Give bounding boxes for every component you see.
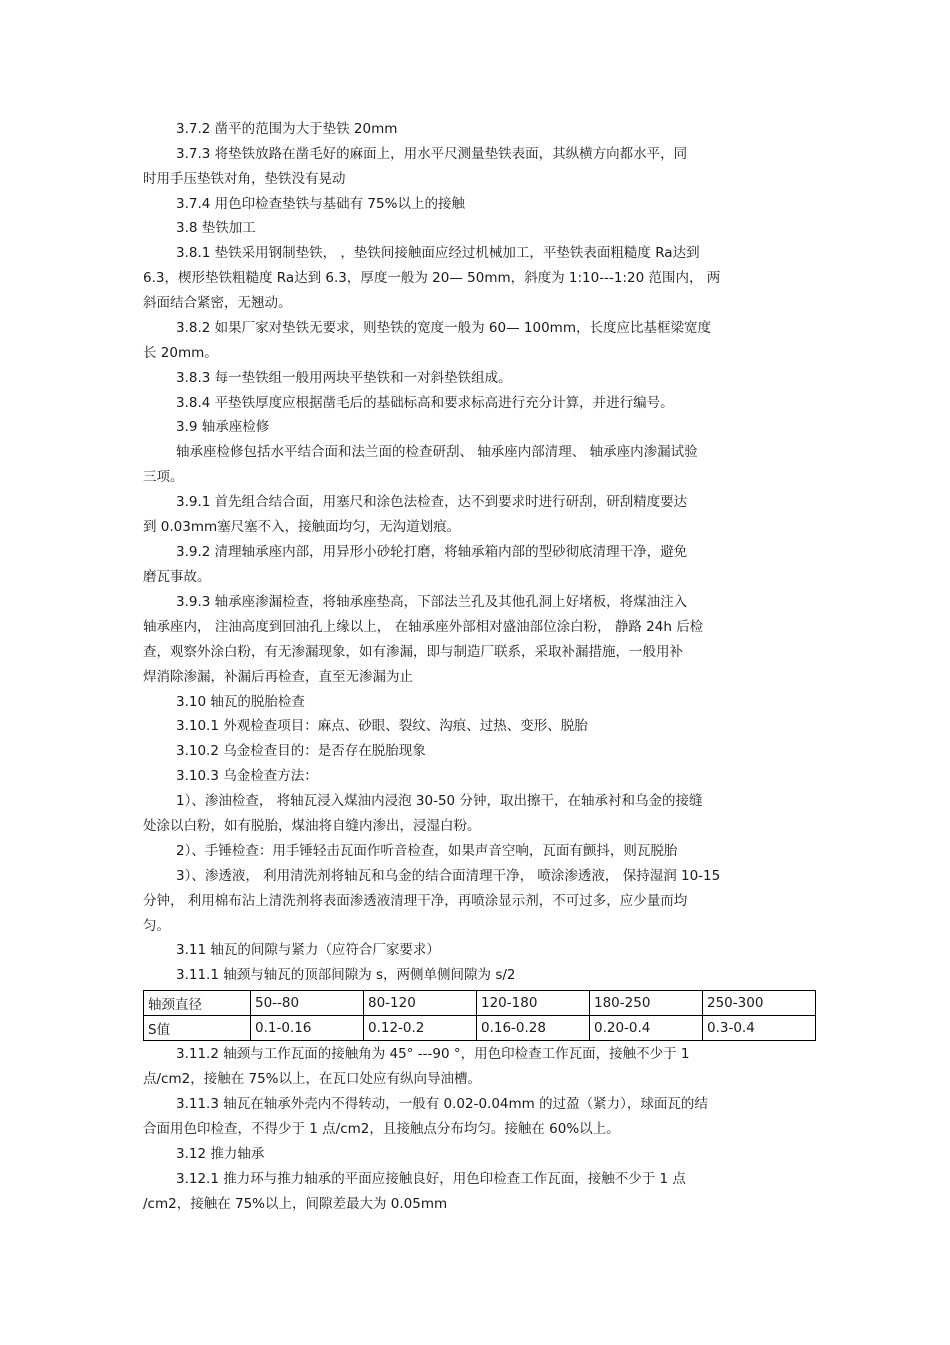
text-line: 3.7.2 凿平的范围为大于垫铁 20mm: [176, 121, 398, 137]
table-cell: 50--80: [251, 991, 364, 1016]
text-line: 时用手压垫铁对角，垫铁没有晃动: [143, 171, 346, 187]
text-line: 焊消除渗漏，补漏后再检查，直至无渗漏为止: [143, 669, 413, 685]
text-line: 3.11.3 轴瓦在轴承外壳内不得转动，一般有 0.02-0.04mm 的过盈（紧力），球面瓦的结: [176, 1096, 708, 1112]
text-line: 轴承座内， 注油高度到回油孔上缘以上， 在轴承座外部相对盛油部位涂白粉， 静路 24h 后检: [143, 619, 704, 635]
text-line: 3.7.3 将垫铁放路在凿毛好的麻面上，用水平尺测量垫铁表面，其纵横方向都水平，同: [176, 146, 688, 162]
text-line: 3.10.3 乌金检查方法：: [176, 768, 318, 784]
table-cell: 0.16-0.28: [477, 1016, 590, 1041]
text-line: 到 0.03mm塞尺塞不入，接触面均匀，无沟道划痕。: [143, 519, 461, 535]
text-line: 三项。: [143, 469, 184, 485]
text-line: 点/cm2，接触在 75%以上，在瓦口处应有纵向导油槽。: [143, 1071, 482, 1087]
text-line: 3.12.1 推力环与推力轴承的平面应接触良好，用色印检查工作瓦面，接触不少于 1 点: [176, 1171, 686, 1187]
text-line: 3.11.1 轴颈与轴瓦的顶部间隙为 s，两侧单侧间隙为 s/2: [176, 967, 516, 983]
table-cell: 180-250: [590, 991, 703, 1016]
section-heading: 3.9 轴承座检修: [176, 419, 270, 435]
table-row: [144, 991, 816, 1016]
text-line: 1）、渗油检查， 将轴瓦浸入煤油内浸泡 30-50 分钟，取出擦干，在轴承衬和乌金的接缝: [176, 793, 703, 809]
table-cell: 80-120: [364, 991, 477, 1016]
text-line: 3.9.3 轴承座渗漏检查，将轴承座垫高，下部法兰孔及其他孔洞上好堵板，将煤油注入: [176, 594, 688, 610]
text-line: 2）、手锤检查：用手锤轻击瓦面作听音检查，如果声音空响，瓦面有颤抖，则瓦脱胎: [176, 843, 678, 859]
text-line: 处涂以白粉，如有脱胎，煤油将自缝内渗出，浸湿白粉。: [143, 818, 481, 834]
table-row: [144, 1016, 816, 1041]
text-line: 轴承座检修包括水平结合面和法兰面的检查研刮、 轴承座内部清理、 轴承座内渗漏试验: [176, 444, 698, 460]
text-line: 3.9.2 清理轴承座内部，用异形小砂轮打磨，将轴承箱内部的型砂彻底清理干净，避免: [176, 544, 688, 560]
text-line: 3.8.3 每一垫铁组一般用两块平垫铁和一对斜垫铁组成。: [176, 370, 512, 386]
section-heading: 3.12 推力轴承: [176, 1146, 265, 1162]
section-heading: 3.10 轴瓦的脱胎检查: [176, 694, 305, 710]
text-line: 查，观察外涂白粉，有无渗漏现象，如有渗漏，即与制造厂联系，采取补漏措施，一般用补: [143, 644, 683, 660]
text-line: 6.3，楔形垫铁粗糙度 Ra达到 6.3，厚度一般为 20— 50mm，斜度为 1:10---1:20 范围内， 两: [143, 270, 721, 286]
table-cell: 0.12-0.2: [364, 1016, 477, 1041]
text-line: 合面用色印检查，不得少于 1 点/cm2，且接触点分布均匀。接触在 60%以上。: [143, 1121, 620, 1137]
text-line: 分钟， 利用棉布沾上清洗剂将表面渗透液清理干净，再喷涂显示剂，不可过多，应少量而均: [143, 893, 688, 909]
section-heading: 3.8 垫铁加工: [176, 220, 256, 236]
table-cell: 轴颈直径: [144, 991, 251, 1016]
table-cell: S值: [144, 1016, 251, 1041]
text-line: 3.7.4 用色印检查垫铁与基础有 75%以上的接触: [176, 196, 465, 212]
text-line: 3.11.2 轴颈与工作瓦面的接触角为 45° ---90 °，用色印检查工作瓦面，接触不少于 1: [176, 1046, 690, 1062]
clearance-table: [143, 990, 816, 1041]
text-line: 匀。: [143, 918, 170, 934]
table-cell: 250-300: [703, 991, 816, 1016]
text-line: 3.10.2 乌金检查目的：是否存在脱胎现象: [176, 743, 426, 759]
text-line: 斜面结合紧密，无翘动。: [143, 295, 292, 311]
text-line: 磨瓦事故。: [143, 569, 211, 585]
text-line: 3.8.4 平垫铁厚度应根据凿毛后的基础标高和要求标高进行充分计算，并进行编号。: [176, 395, 674, 411]
table-cell: 0.1-0.16: [251, 1016, 364, 1041]
text-line: 3.8.1 垫铁采用钢制垫铁， ，垫铁间接触面应经过机械加工，平垫铁表面粗糙度 Ra达到: [176, 245, 700, 261]
table-cell: 120-180: [477, 991, 590, 1016]
table-cell: 0.20-0.4: [590, 1016, 703, 1041]
section-heading: 3.11 轴瓦的间隙与紧力（应符合厂家要求）: [176, 942, 440, 958]
text-line: 3.10.1 外观检查项目：麻点、砂眼、裂纹、沟痕、过热、变形、脱胎: [176, 718, 588, 734]
text-line: 3.8.2 如果厂家对垫铁无要求，则垫铁的宽度一般为 60— 100mm，长度应比基框梁宽度: [176, 320, 711, 336]
text-line: /cm2，接触在 75%以上，间隙差最大为 0.05mm: [143, 1196, 448, 1212]
text-line: 长 20mm。: [143, 345, 218, 361]
table-cell: 0.3-0.4: [703, 1016, 816, 1041]
text-line: 3）、渗透液， 利用清洗剂将轴瓦和乌金的结合面清理干净， 喷涂渗透液， 保持湿润 10-15: [176, 868, 721, 884]
text-line: 3.9.1 首先组合结合面，用塞尺和涂色法检查，达不到要求时进行研刮，研刮精度要达: [176, 494, 688, 510]
